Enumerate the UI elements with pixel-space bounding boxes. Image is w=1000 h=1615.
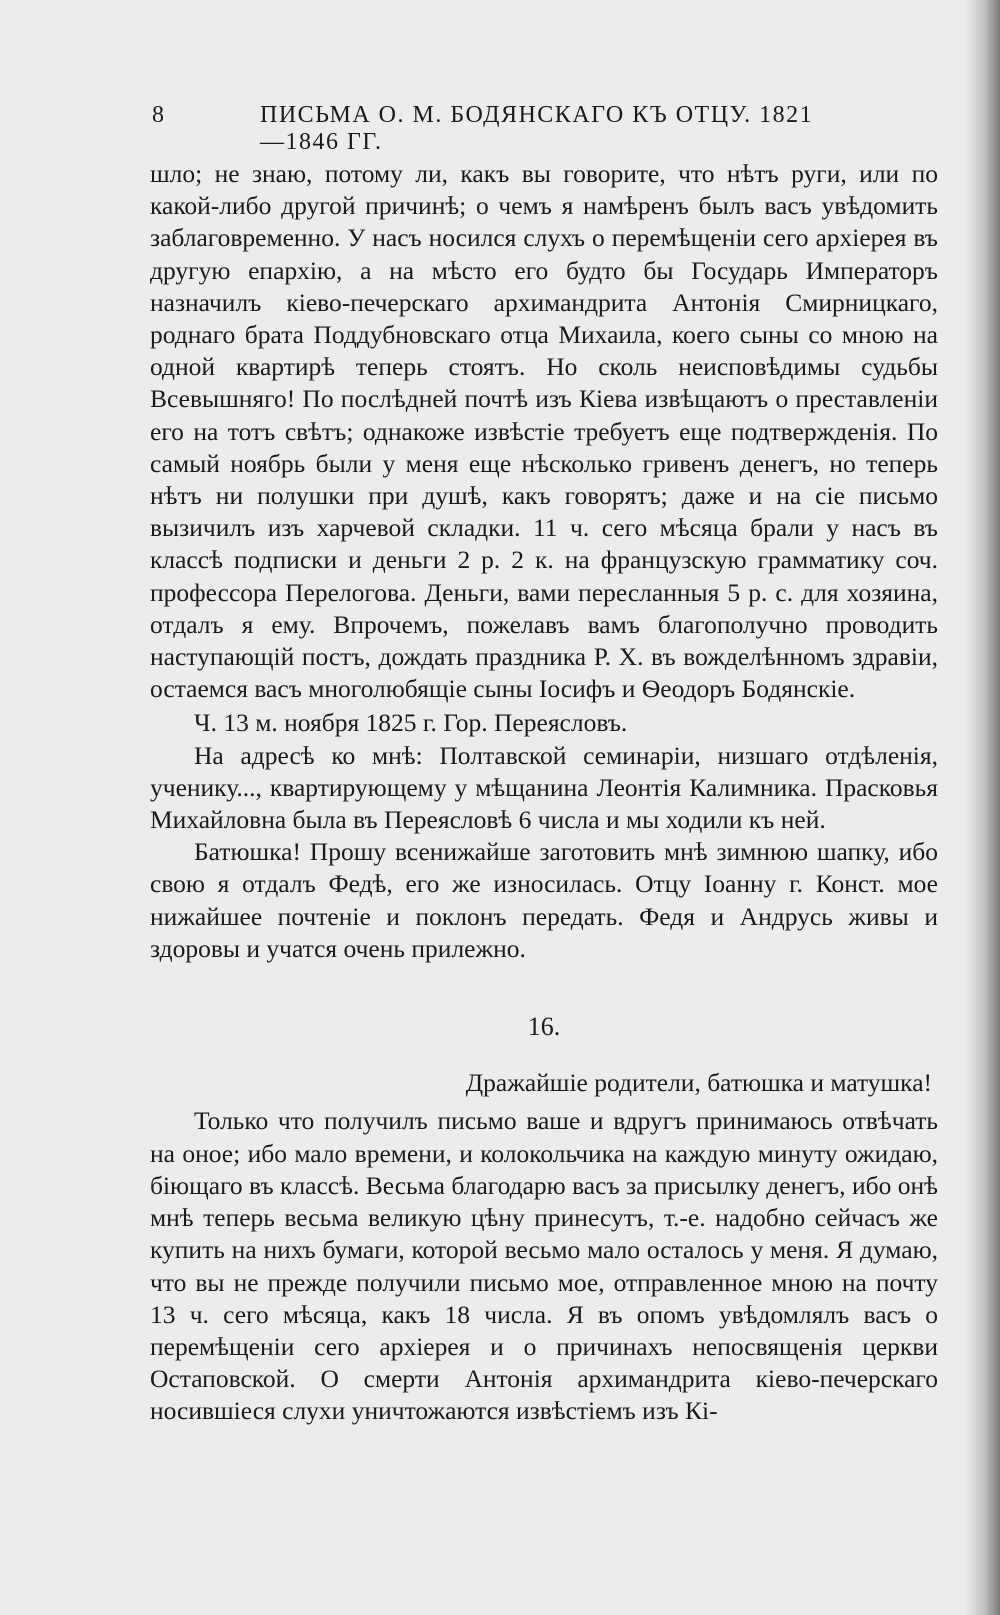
letter-dateline: Ч. 13 м. ноября 1825 г. Гор. Переясловъ. xyxy=(194,708,628,738)
page-number: 8 xyxy=(152,102,164,128)
paragraph-4: Только что получилъ письмо ваше и вдругъ принимаюсь отвѣчать на оное; ибо мало времени, и колокольчика на каждую минуту ожидаю, біющаго въ классѣ. Весьма благодарю васъ за присылку денегъ, ибо онѣ мнѣ теперь весьма великую цѣну принесутъ, т.-е. надобно сейчасъ же купить на нихъ бумаги, которой весьмо мало осталось у меня. Я думаю, что вы не прежде получили письмо мое, отправленное мною на почту 13 ч. сего мѣсяца, какъ 18 числа. Я въ опомъ увѣдомлялъ васъ о перемѣщеніи сего архіерея и о причинахъ непосвященія церкви Остаповской. О смерти Антонія архимандрита кіево-печерскаго носившіеся слухи уничтожаются извѣстіемъ изъ Кі- xyxy=(150,1106,938,1426)
page-header xyxy=(150,96,830,155)
letter-number: 16. xyxy=(527,1012,561,1042)
paragraph-1: шло; не знаю, потому ли, какъ вы говорите, что нѣтъ руги, или по какой-либо другой причинѣ; о чемъ я намѣренъ былъ васъ увѣдомить заблаговременно. У насъ носился слухъ о перемѣщеніи сего архіерея въ другую епархію, а на мѣсто его будто бы Государь Императоръ назначилъ кіево-печерскаго архимандрита Антонія Смирницкаго, роднаго брата Поддубновскаго отца Михаила, коего сыны со мною на одной квартирѣ теперь стоятъ. Но сколь неисповѣдимы судьбы Всевышняго! По послѣдней почтѣ изъ Кіева извѣщаютъ о преставленіи его на тотъ свѣтъ; однакоже извѣстіе требуетъ еще подтвержденія. По самый ноябрь были у меня еще нѣсколько гривенъ денегъ, но теперь нѣтъ ни полушки при душѣ, какъ говорятъ; даже и на сіе письмо вызичилъ изъ харчевой складки. 11 ч. сего мѣсяца брали у насъ въ классѣ подписки и деньги 2 р. 2 к. на французскую грамматику соч. профессора Перелогова. Деньги, вами пересланныя 5 р. с. для хозяина, отдалъ я ему. Впрочемъ, пожелавъ вамъ благополучно проводить наступающій постъ, дождать праздника Р. Х. въ вожделѣнномъ здравіи, остаемся васъ многолюбящіе сыны Іосифъ и Ѳеодоръ Бодянскіе. xyxy=(150,159,938,704)
paragraph-2: На адресѣ ко мнѣ: Полтавской семинаріи, низшаго отдѣленія, ученику..., квартирующему у мѣщанина Леонтія Калимника. Прасковья Михайловна была въ Переясловѣ 6 числа и мы ходили къ ней. xyxy=(150,740,938,835)
paragraph-3: Батюшка! Прошу всенижайше заготовить мнѣ зимнюю шапку, ибо свою я отдалъ Федѣ, его же износилась. Отцу Іоанну г. Конст. мое нижайшее почтеніе и поклонъ передать. Федя и Андрусь живы и здоровы и учатся очень прилежно. xyxy=(150,837,938,963)
page-body xyxy=(150,158,938,1428)
running-title: ПИСЬМА О. М. БОДЯНСКАГО КЪ ОТЦУ. 1821—1846 ГГ. xyxy=(260,102,814,155)
letter-salutation: Дражайшіе родители, батюшка и матушка! xyxy=(465,1068,932,1098)
